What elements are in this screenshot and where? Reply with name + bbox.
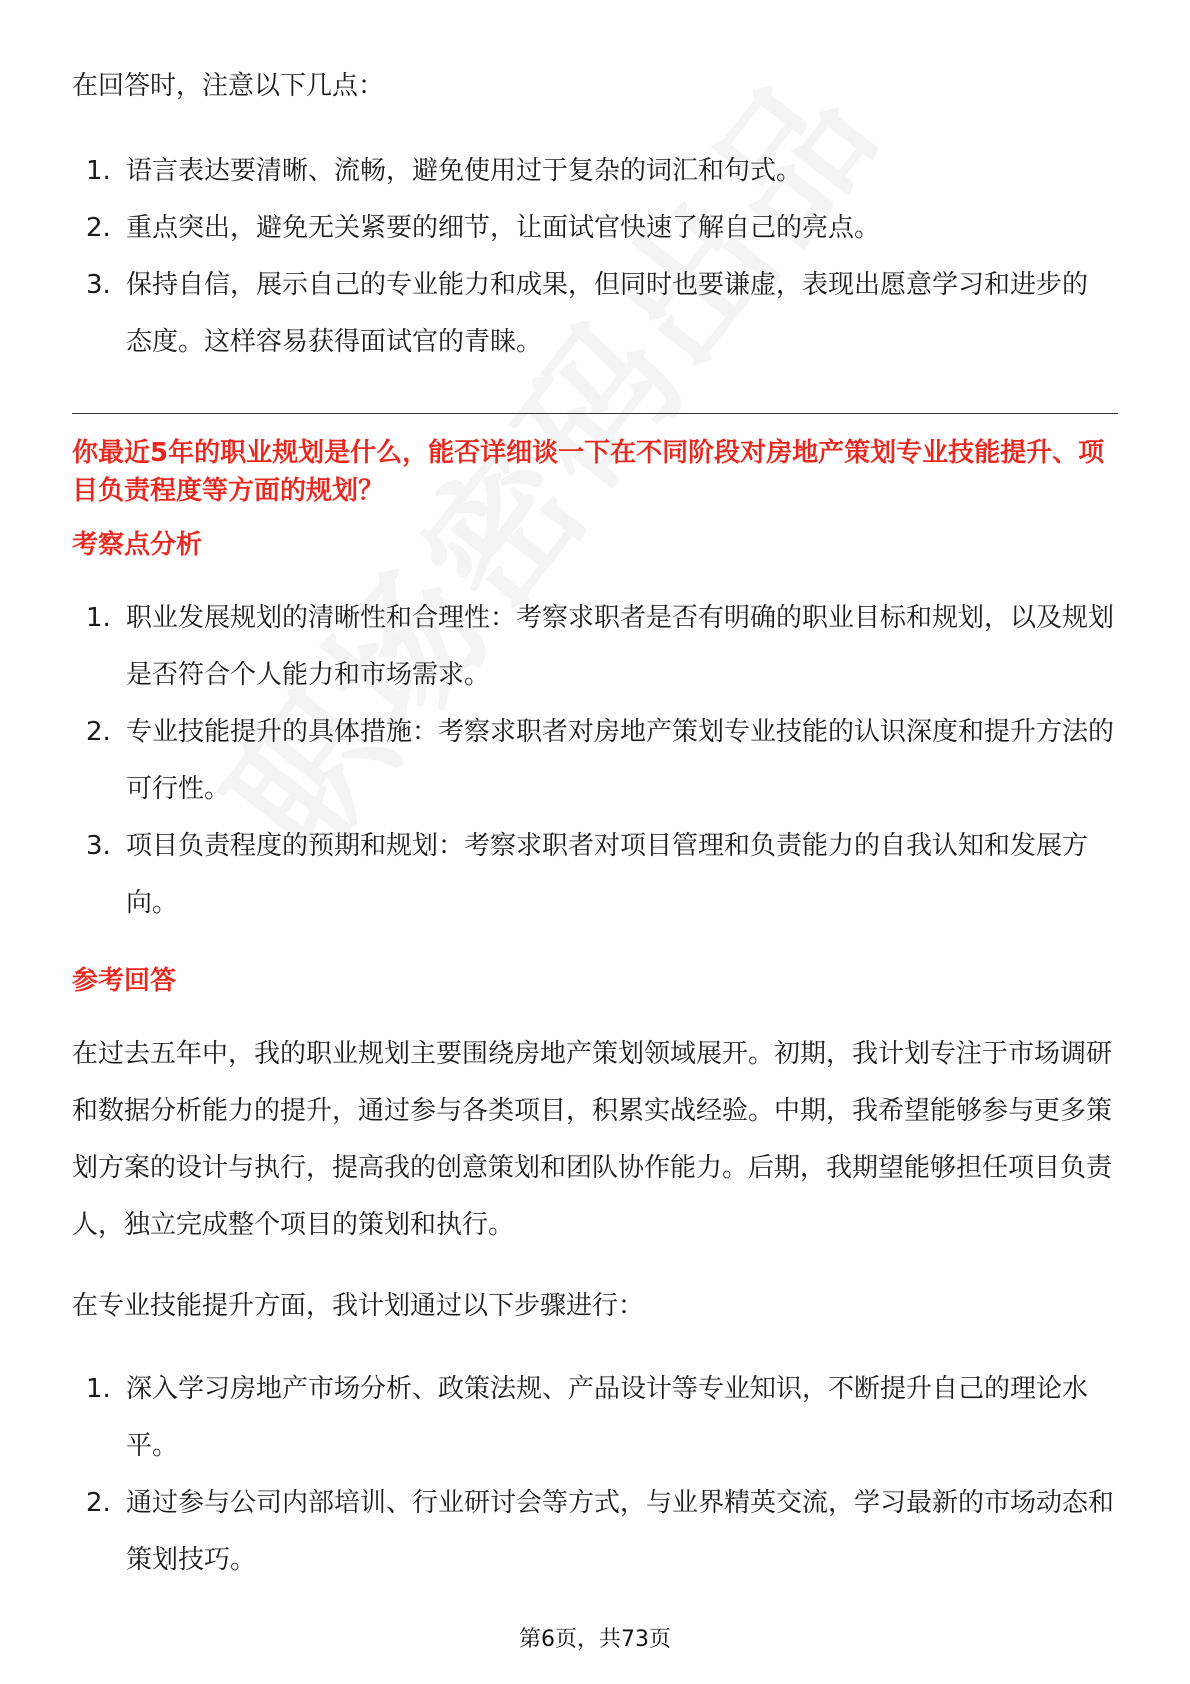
list-item [72, 143, 1118, 200]
list-number: 3. [86, 270, 111, 300]
question-heading: 你最近5年的职业规划是什么，能否详细谈一下在不同阶段对房地产策划专业技能提升、项目负责程度等方面的规划？ [72, 438, 1105, 506]
tips-list [72, 143, 1118, 371]
list-text: 语言表达要清晰、流畅，避免使用过于复杂的词汇和句式。 [126, 156, 803, 186]
answer-heading: 参考回答 [72, 966, 177, 996]
list-item [72, 818, 1118, 932]
list-text: 深入学习房地产市场分析、政策法规、产品设计等专业知识，不断提升自己的理论水平。 [126, 1374, 1089, 1461]
answer-paragraph: 在过去五年中，我的职业规划主要围绕房地产策划领域展开。初期，我计划专注于市场调研和数据分析能力的提升，通过参与各类项目，积累实战经验。中期，我希望能够参与更多策划方案的设计与执行，提高我的创意策划和团队协作能力。后期，我期望能够担任项目负责人，独立完成整个项目的策划和执行。 [72, 1039, 1113, 1240]
list-number: 1. [86, 603, 111, 633]
list-item [72, 257, 1118, 371]
list-number: 2. [86, 213, 111, 243]
page-content [72, 58, 1118, 1589]
page-footer: 第6页，共73页 [519, 1627, 671, 1652]
analysis-heading: 考察点分析 [72, 530, 203, 560]
list-number: 2. [86, 717, 111, 747]
list-number: 2. [86, 1488, 111, 1518]
list-item [72, 200, 1118, 257]
list-text: 专业技能提升的具体措施：考察求职者对房地产策划专业技能的认识深度和提升方法的可行性。 [126, 717, 1115, 804]
list-text: 职业发展规划的清晰性和合理性：考察求职者是否有明确的职业目标和规划，以及规划是否符合个人能力和市场需求。 [126, 603, 1115, 690]
intro-text: 在回答时，注意以下几点： [72, 71, 385, 101]
list-text: 项目负责程度的预期和规划：考察求职者对项目管理和负责能力的自我认知和发展方向。 [126, 831, 1089, 918]
list-text: 重点突出，避免无关紧要的细节，让面试官快速了解自己的亮点。 [126, 213, 881, 243]
answer-paragraph: 在专业技能提升方面，我计划通过以下步骤进行： [72, 1291, 645, 1321]
list-item [72, 704, 1118, 818]
list-text: 通过参与公司内部培训、行业研讨会等方式，与业界精英交流，学习最新的市场动态和策划技巧。 [126, 1488, 1115, 1575]
list-number: 1. [86, 1374, 111, 1404]
list-item [72, 1475, 1118, 1589]
divider [72, 413, 1118, 414]
list-item [72, 1361, 1118, 1475]
analysis-list [72, 590, 1118, 932]
list-number: 3. [86, 831, 111, 861]
list-item [72, 590, 1118, 704]
list-text: 保持自信，展示自己的专业能力和成果，但同时也要谦虚，表现出愿意学习和进步的态度。这样容易获得面试官的青睐。 [126, 270, 1089, 357]
list-number: 1. [86, 156, 111, 186]
steps-list [72, 1361, 1118, 1589]
